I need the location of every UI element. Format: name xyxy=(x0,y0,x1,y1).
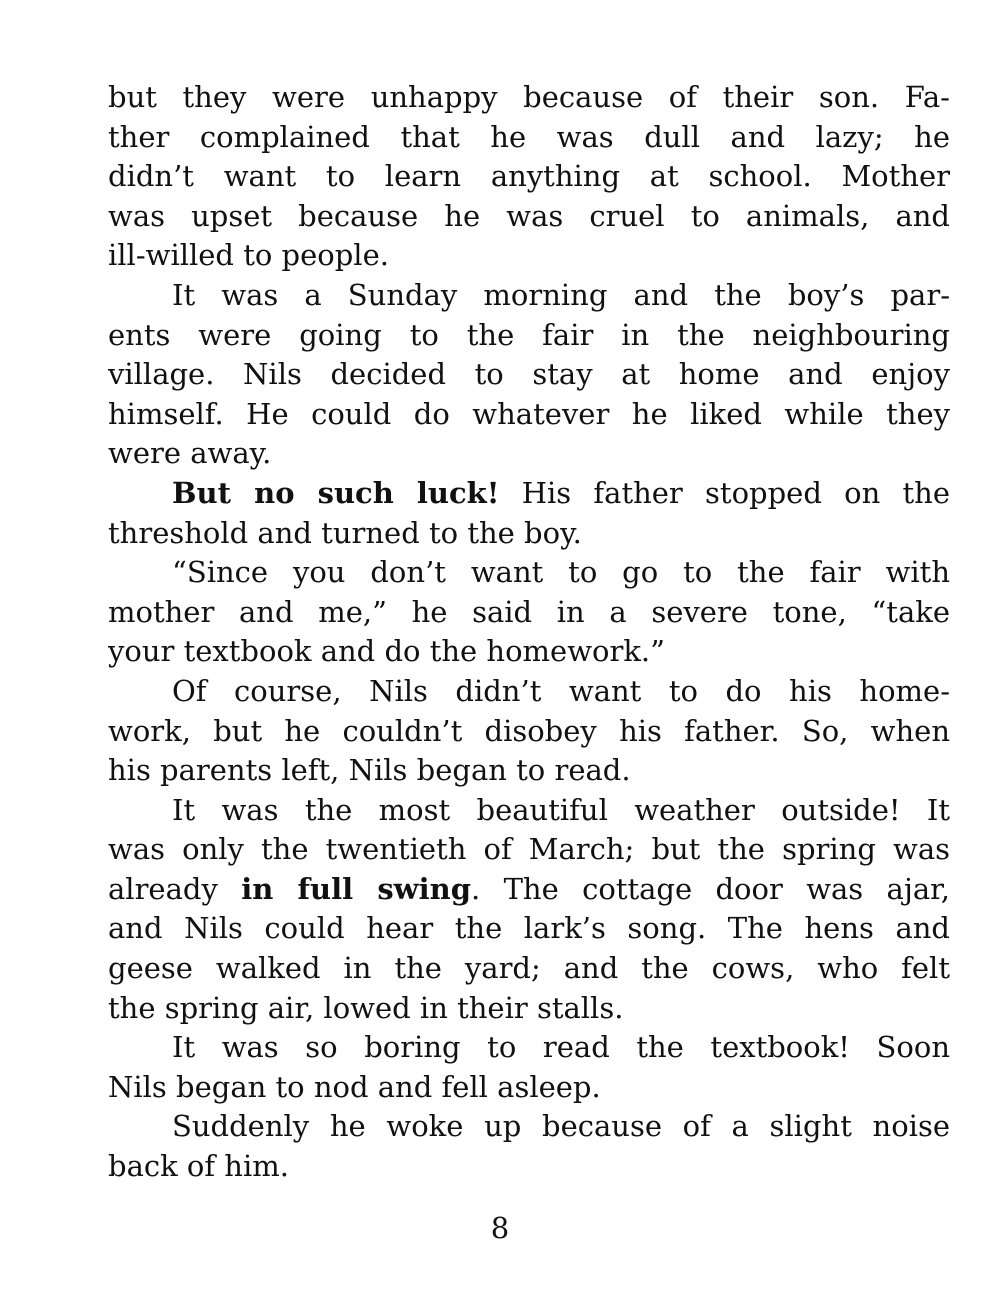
text-line xyxy=(108,870,950,910)
text-line: and Nils could hear the lark’s song. The hens and xyxy=(108,911,950,946)
text-line: back of him. xyxy=(108,1149,289,1184)
text-line: mother and me,” he said in a severe tone, “take xyxy=(108,594,950,629)
text-line: ill-willed to people. xyxy=(108,238,389,273)
text-line: ther complained that he was dull and lazy; he xyxy=(108,119,950,154)
text-line: were away. xyxy=(108,436,272,471)
text-line: Nils began to nod and fell asleep. xyxy=(108,1069,601,1104)
text-line: but they were unhappy because of their son. Fa- xyxy=(108,80,950,114)
text-line: himself. He could do whatever he liked while they xyxy=(108,396,950,431)
page-text xyxy=(108,78,950,1187)
line-rest: His father stopped on the xyxy=(499,475,950,510)
text-line: work, but he couldn’t disobey his father. So, when xyxy=(108,713,950,748)
text-line: village. Nils decided to stay at home and enjoy xyxy=(108,357,950,392)
text-line xyxy=(108,474,950,514)
text-line: geese walked in the yard; and the cows, who felt xyxy=(108,951,950,986)
line-rest: . The cottage door was ajar, xyxy=(471,871,950,906)
text-line: Of course, Nils didn’t want to do his home- xyxy=(172,673,950,708)
text-line: the spring air, lowed in their stalls. xyxy=(108,990,624,1025)
text-line: threshold and turned to the boy. xyxy=(108,515,582,550)
text-line: didn’t want to learn anything at school. Mother xyxy=(108,159,950,194)
text-line: was upset because he was cruel to animals, and xyxy=(108,198,950,233)
text-line: “Since you don’t want to go to the fair with xyxy=(172,555,950,590)
text-line: ents were going to the fair in the neighbouring xyxy=(108,317,950,352)
text-line: It was the most beautiful weather outside! It xyxy=(172,792,950,827)
page-number: 8 xyxy=(490,1211,510,1245)
bold-phrase: in full swing xyxy=(241,871,472,906)
text-line: his parents left, Nils began to read. xyxy=(108,753,631,788)
text-line: It was a Sunday morning and the boy’s par- xyxy=(172,277,950,312)
bold-phrase: But no such luck! xyxy=(172,475,500,510)
line-start: already xyxy=(108,871,242,906)
text-line: It was so boring to read the textbook! Soon xyxy=(172,1030,950,1065)
text-line: was only the twentieth of March; but the spring was xyxy=(108,832,950,867)
text-line: Suddenly he woke up because of a slight noise xyxy=(172,1109,950,1144)
text-line: your textbook and do the homework.” xyxy=(108,634,665,669)
